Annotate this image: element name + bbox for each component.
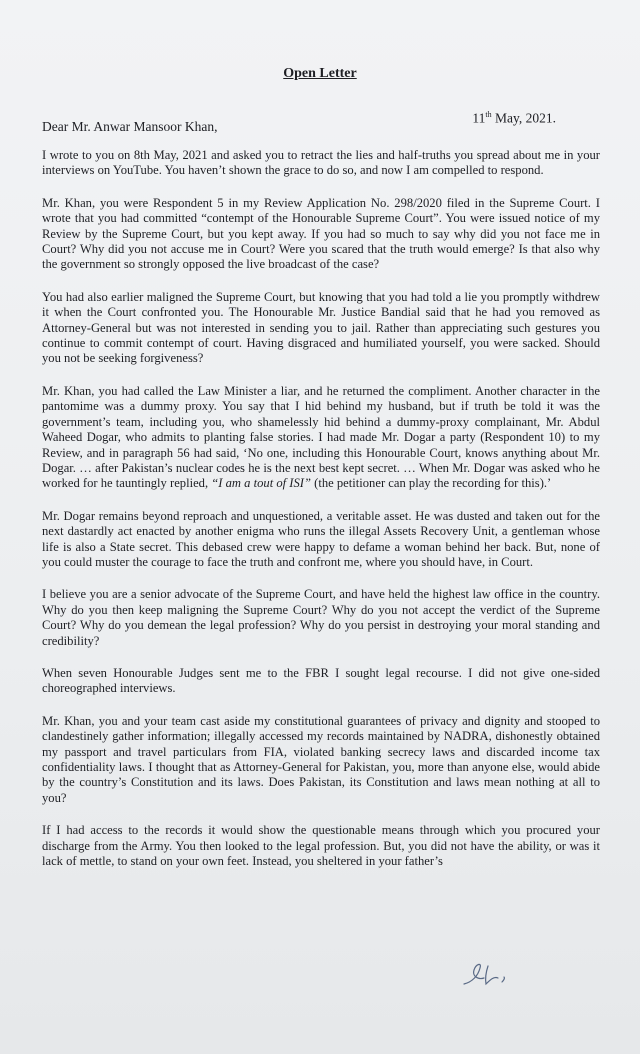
paragraph-6: I believe you are a senior advocate of the Supreme Court, and have held the highest law office in the country. Why do you then keep maligning the Supreme Court? Why do you not accept the verdict of the Supreme Court? Why do you demean the legal profession? Why do you persist in destroying your moral standing and credibility? [42,587,600,648]
paragraph-9: If I had access to the records it would show the questionable means through which you procured your discharge from the Army. You then looked to the legal profession. But, you did not have the ability, or was it lack of mettle, to stand on your own feet. Instead, you sheltered in your father’s [42,823,600,869]
salutation: Dear Mr. Anwar Mansoor Khan, [42,119,218,134]
letter-title: Open Letter [283,66,357,81]
paragraph-2: Mr. Khan, you were Respondent 5 in my Review Application No. 298/2020 filed in the Supreme Court. I wrote that you had committed “contempt of the Honourable Supreme Court”. You were issued notice of my Review by the Supreme Court, but you kept away. If you had so much to say why did you not face me in Court? Why did you not accuse me in Court? Were you scared that the truth would emerge? Is that also why the government so strongly opposed the live broadcast of the case? [42,195,600,272]
paragraph-1: I wrote to you on 8th May, 2021 and asked you to retract the lies and half-truths you spread about me in your interviews on YouTube. You haven’t shown the grace to do so, and now I am compelled to respond. [42,148,600,178]
paragraph-8: Mr. Khan, you and your team cast aside my constitutional guarantees of privacy and dignity and stooped to clandestinely gather information; illegally accessed my records maintained by NADRA, dishonestly obtained my passport and travel particulars from FIA, violated banking secrecy laws and discarded income tax confidentiality laws. I thought that as Attorney-General for Pakistan, you, more than anyone else, would abide by the country’s Constitution and its laws. Does Pakistan, its Constitution and laws mean nothing at all to you? [42,713,600,805]
date-day: 11 [472,110,486,126]
letter-date [472,110,556,127]
paragraph-4 [42,384,600,492]
paragraph-4-text: Mr. Khan, you had called the Law Minister a liar, and he returned the compliment. Another character in the pantomime was a dummy proxy. You say that I hid behind my husband, but if truth be told it was the government’s team, including you, who shamelessly hid behind a dummy-proxy complainant, Mr. Abdul Waheed Dogar, who admits to planting false stories. I had made Mr. Dogar a party (Respondent 10) to my Review, and in paragraph 56 had said, ‘No one, including this Honourable Court, knows anything about Mr. Dogar. … after Pakistan’s nuclear codes he is the next best kept secret. … When Mr. Dogar was asked who he worked for he tauntingly replied, [42,383,600,491]
letter-body [42,148,600,886]
paragraph-5: Mr. Dogar remains beyond reproach and unquestioned, a veritable asset. He was dusted and taken out for the next dastardly act enacted by another enigma who runs the illegal Assets Recovery Unit, a gentleman whose life is also a State secret. This debased crew were happy to defame a woman behind her back. But, none of you could muster the courage to face the truth and confront me, where you should have, in Court. [42,508,600,569]
paragraph-4-quote-tail: (the petitioner can play the recording for this).’ [311,476,552,491]
paragraph-4-quote: “I am a tout of ISI” [211,476,311,491]
date-rest: May, 2021. [491,110,556,126]
paragraph-7: When seven Honourable Judges sent me to the FBR I sought legal recourse. I did not give one-sided choreographed interviews. [42,665,600,696]
signature-mark [458,958,518,990]
date-suffix: th [485,110,492,119]
paragraph-3: You had also earlier maligned the Supreme Court, but knowing that you had told a lie you promptly withdrew it when the Court confronted you. The Honourable Mr. Justice Bandial said that he had you removed as Attorney-General but was not interested in sending you to jail. Rather than appreciating such gestures you continue to commit contempt of court. Having disgraced and humiliated yourself, you were sacked. Should you not be seeking forgiveness? [42,289,600,366]
